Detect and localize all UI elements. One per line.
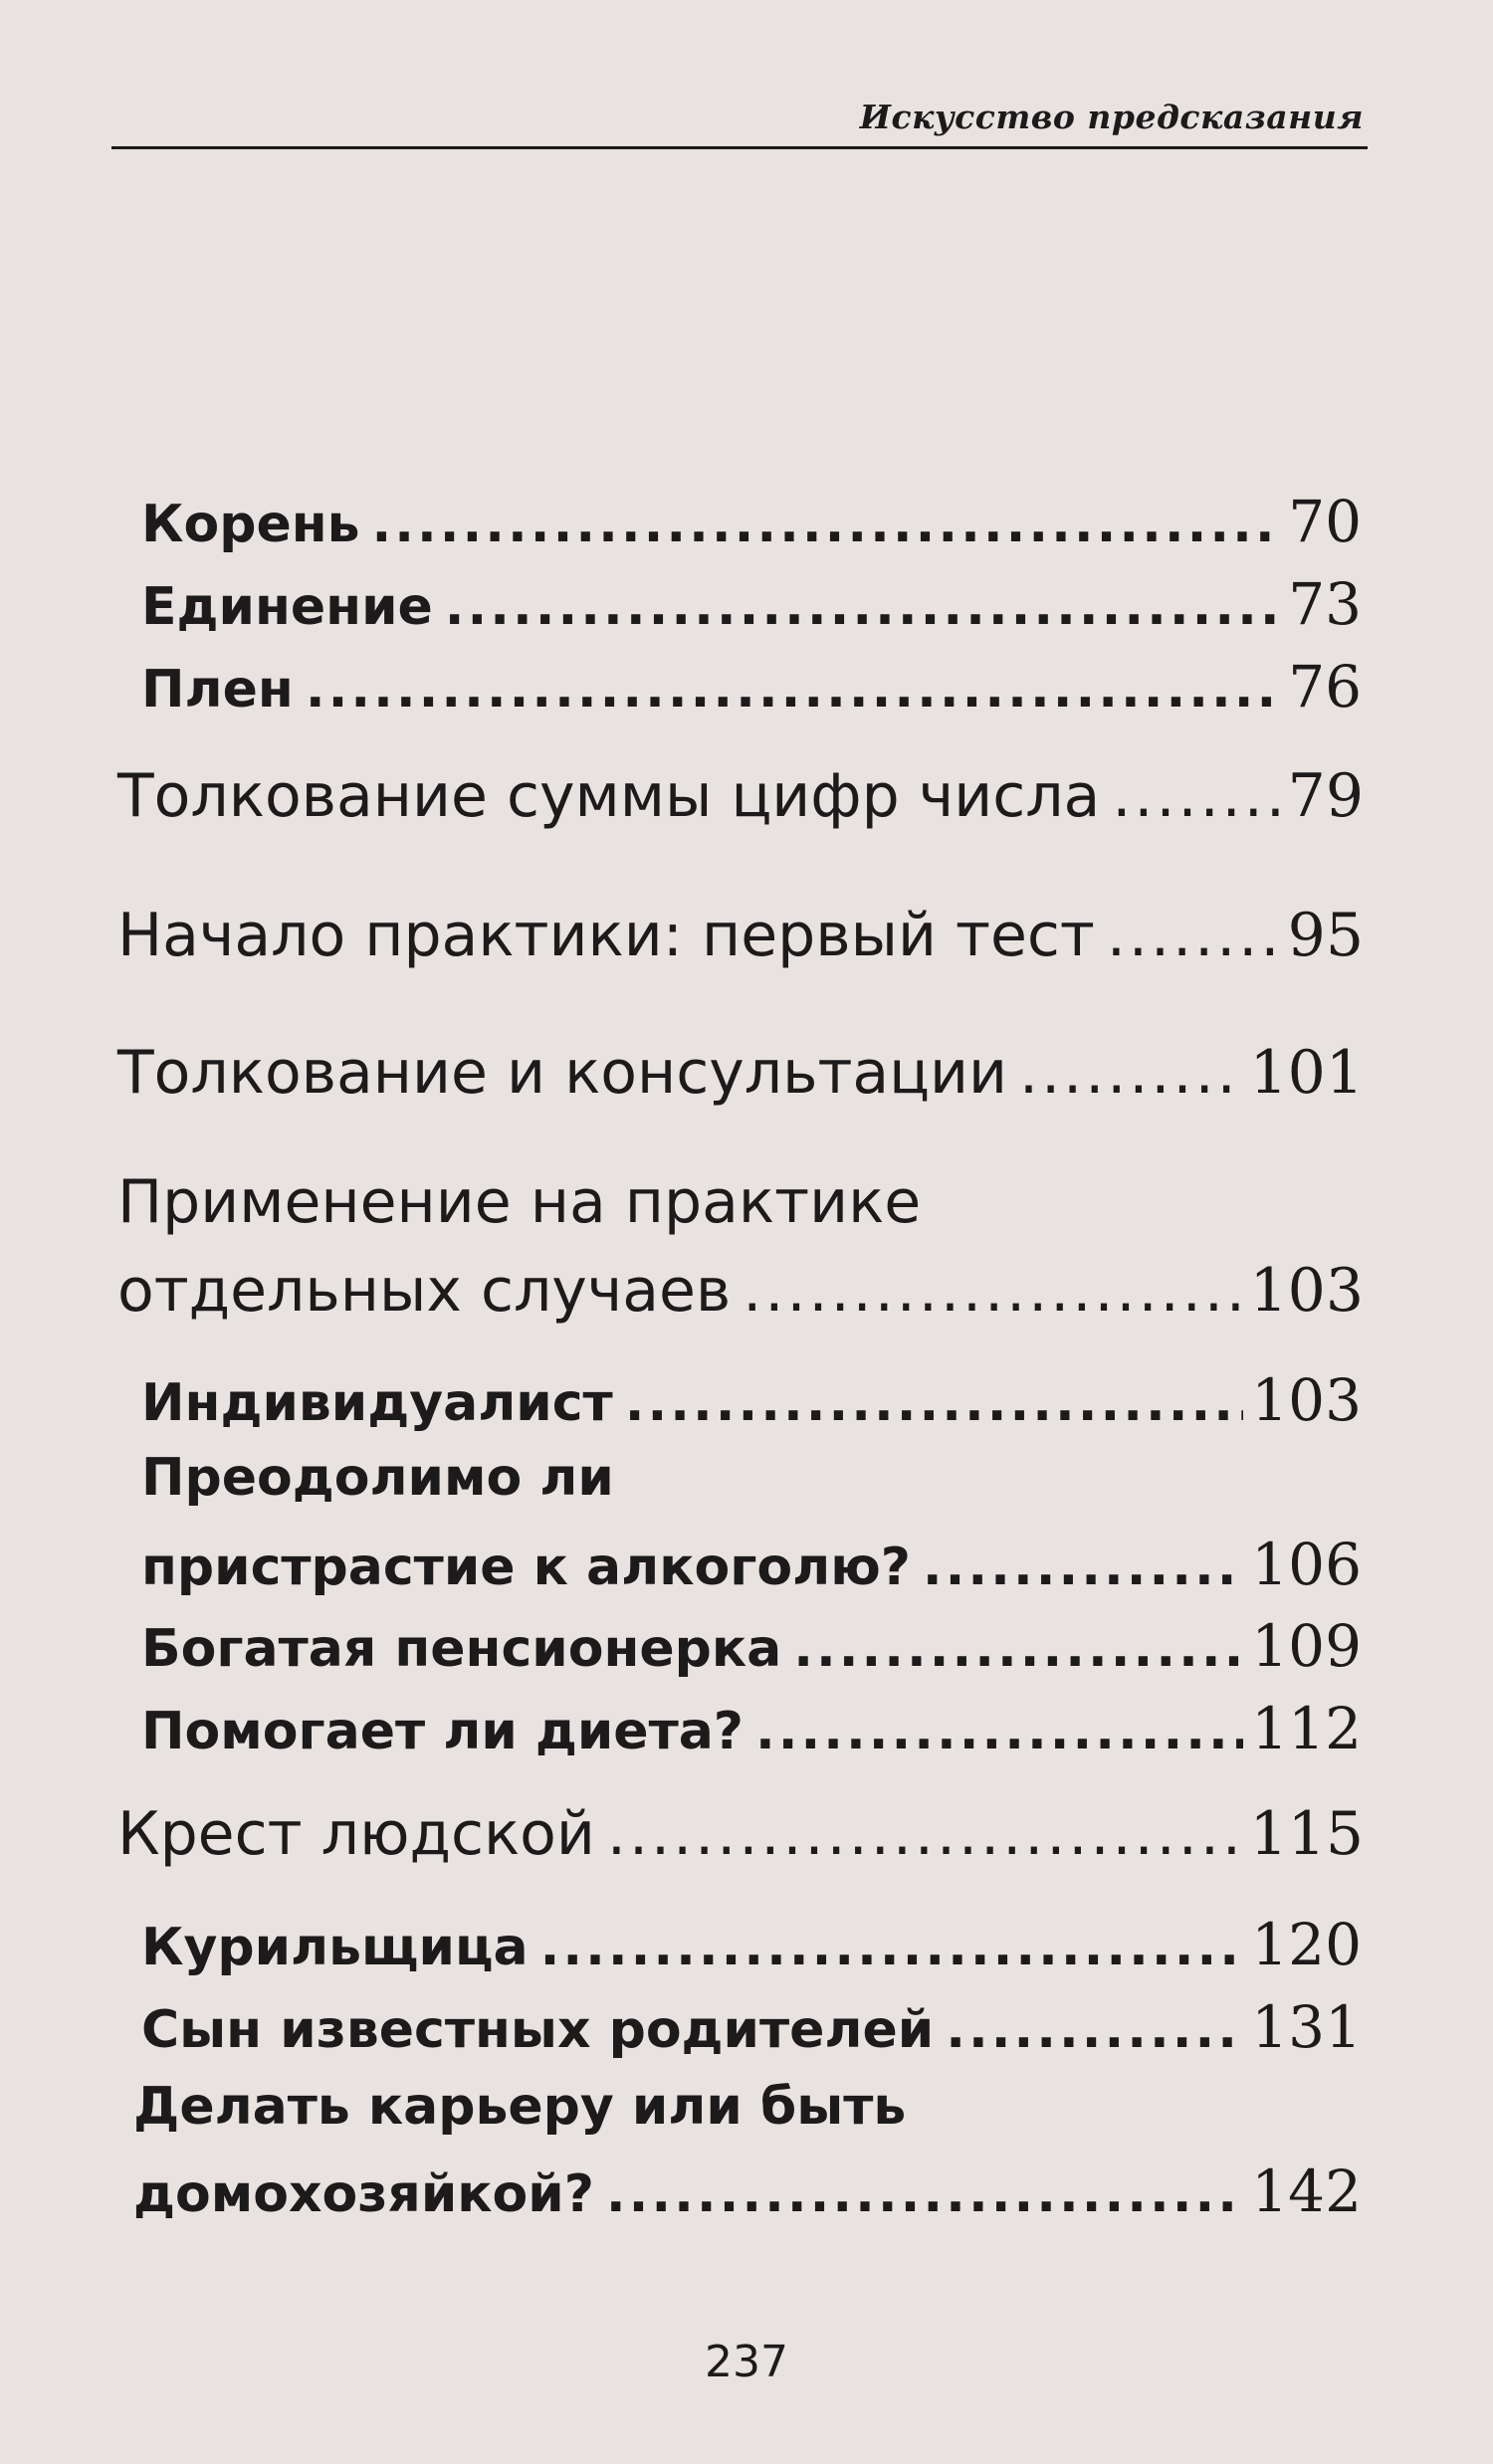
dot-leader	[1019, 1038, 1241, 1108]
dot-leader	[606, 2164, 1243, 2224]
toc-entry-title: Крест людской	[117, 1799, 595, 1869]
toc-entry[interactable]	[117, 1038, 1364, 1108]
toc-entry-page: 109	[1251, 1612, 1362, 1680]
toc-entry-page: 95	[1287, 901, 1364, 970]
toc-entry-page: 70	[1288, 488, 1362, 555]
dot-leader	[306, 660, 1280, 719]
toc-entry[interactable]	[141, 488, 1362, 555]
toc-entry[interactable]	[117, 1799, 1364, 1869]
dot-leader	[607, 1799, 1242, 1869]
toc-entry-page: 76	[1288, 653, 1362, 720]
running-title: Искусство предсказания	[859, 98, 1364, 136]
dot-leader	[793, 1619, 1243, 1679]
toc-entry[interactable]	[141, 1911, 1362, 1978]
toc-entry-title-line1: Делать карьеру или быть	[133, 2077, 907, 2137]
toc-entry-page: 112	[1251, 1695, 1362, 1762]
toc-entry-title: пристрастие к алкоголю?	[141, 1538, 911, 1597]
toc-entry-title: Плен	[141, 660, 294, 719]
toc-entry[interactable]	[141, 653, 1362, 720]
toc-entry[interactable]	[141, 1531, 1362, 1598]
dot-leader	[445, 577, 1280, 637]
dot-leader	[1112, 761, 1279, 831]
dot-leader	[923, 1538, 1243, 1597]
dot-leader	[372, 495, 1281, 554]
dot-leader	[946, 2000, 1243, 2060]
toc-entry-title-line1: Применение на практике	[117, 1167, 922, 1237]
toc-entry-page: 106	[1251, 1531, 1362, 1598]
toc-entry-page: 103	[1249, 1256, 1364, 1326]
toc-entry[interactable]	[117, 761, 1364, 831]
page-number: 237	[705, 2337, 788, 2387]
toc-entry[interactable]	[141, 1993, 1362, 2061]
toc-entry-page: 131	[1251, 1993, 1362, 2061]
header-rule	[111, 146, 1368, 149]
toc-entry[interactable]	[141, 1695, 1362, 1762]
toc-entry-page: 115	[1249, 1799, 1364, 1869]
dot-leader	[625, 1373, 1244, 1433]
toc-entry-title: Начало практики: первый тест	[117, 901, 1095, 970]
dot-leader	[540, 1918, 1244, 1977]
dot-leader	[1107, 901, 1280, 970]
toc-entry-page: 120	[1251, 1911, 1362, 1978]
toc-entry-page: 101	[1249, 1038, 1364, 1108]
toc-entry-title: Курильщица	[141, 1918, 529, 1977]
toc-entry[interactable]	[141, 570, 1362, 638]
toc-entry[interactable]	[141, 1612, 1362, 1680]
dot-leader	[755, 1702, 1243, 1761]
toc-entry[interactable]	[141, 1366, 1362, 1434]
toc-entry-page: 142	[1251, 2157, 1362, 2225]
dot-leader	[743, 1256, 1241, 1326]
toc-entry-title: домохозяйкой?	[133, 2164, 594, 2224]
toc-entry-title: Помогает ли диета?	[141, 1702, 744, 1761]
toc-entry-title: Толкование суммы цифр числа	[117, 761, 1101, 831]
toc-entry-title-line1: Преодолимо ли	[141, 1448, 614, 1508]
toc-entry-title: Толкование и консультации	[117, 1038, 1007, 1108]
toc-entry-title: Богатая пенсионерка	[141, 1619, 782, 1679]
toc-entry-title: Корень	[141, 495, 360, 554]
toc-entry-page: 73	[1288, 570, 1362, 638]
toc-entry-page: 79	[1287, 761, 1364, 831]
toc-entry-title: Сын известных родителей	[141, 2000, 935, 2060]
toc-entry-page: 103	[1251, 1366, 1362, 1434]
toc-entry-title: отдельных случаев	[117, 1256, 732, 1326]
toc-entry[interactable]	[133, 2157, 1362, 2225]
toc-entry-title: Единение	[141, 577, 433, 637]
toc-entry[interactable]	[117, 1256, 1364, 1326]
toc-entry[interactable]	[117, 901, 1364, 970]
toc-entry-title: Индивидуалист	[141, 1373, 613, 1433]
